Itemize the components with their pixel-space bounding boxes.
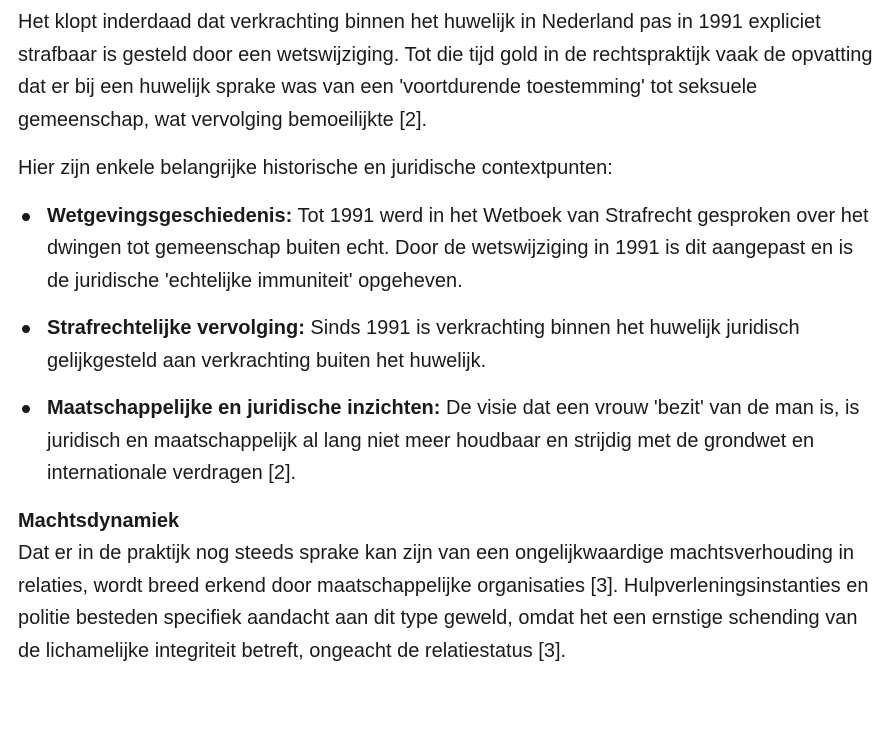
bullet-icon: [22, 405, 30, 413]
list-item-text: De visie dat een vrouw 'bezit' van de man is, is juridisch en maatschappelijk al lang niet meer houdbaar en strijdig met de grondwet en internationale verdragen [2].: [47, 397, 860, 484]
section-paragraph: Dat er in de praktijk nog steeds sprake kan zijn van een ongelijkwaardige machtsverhouding in relaties, wordt breed erkend door maatschappelijke organisaties [3]. Hulpverleningsinstanties en politie besteden specifiek aandacht aan dit type geweld, omdat het een ernstige schending van de lichamelijke integriteit betreft, ongeacht de relatiestatus [3].: [18, 542, 869, 662]
list-item-text: Sinds 1991 is verkrachting binnen het huwelijk juridisch gelijkgesteld aan verkrachting buiten het huwelijk.: [47, 317, 800, 372]
bullet-icon: [22, 325, 30, 333]
context-intro-paragraph: Hier zijn enkele belangrijke historische en juridische contextpunten:: [18, 157, 613, 179]
list-item: [18, 312, 878, 377]
list-item: [18, 200, 878, 298]
list-item-title: Maatschappelijke en juridische inzichten:: [47, 397, 441, 419]
list-item: [18, 392, 878, 490]
bullet-icon: [22, 213, 30, 221]
list-item-text: Tot 1991 werd in het Wetboek van Strafrecht gesproken over het dwingen tot gemeenschap buiten echt. Door de wetswijziging in 1991 is dit aangepast en is de juridische 'echtelijke immuniteit' opgeheven.: [47, 204, 869, 292]
document-body: [18, 6, 878, 667]
list-item-title: Wetgevingsgeschiedenis:: [47, 204, 293, 227]
context-points-list: [18, 200, 878, 490]
list-item-title: Strafrechtelijke vervolging:: [47, 317, 305, 339]
section-heading: Machtsdynamiek: [18, 509, 180, 532]
intro-paragraph: Het klopt inderdaad dat verkrachting binnen het huwelijk in Nederland pas in 1991 expliciet strafbaar is gesteld door een wetswijziging. Tot die tijd gold in de rechtspraktijk vaak de opvatting dat er bij een huwelijk sprake was van een 'voortdurende toestemming' tot seksuele gemeenschap, wat vervolging bemoeilijkte [2].: [18, 11, 873, 131]
